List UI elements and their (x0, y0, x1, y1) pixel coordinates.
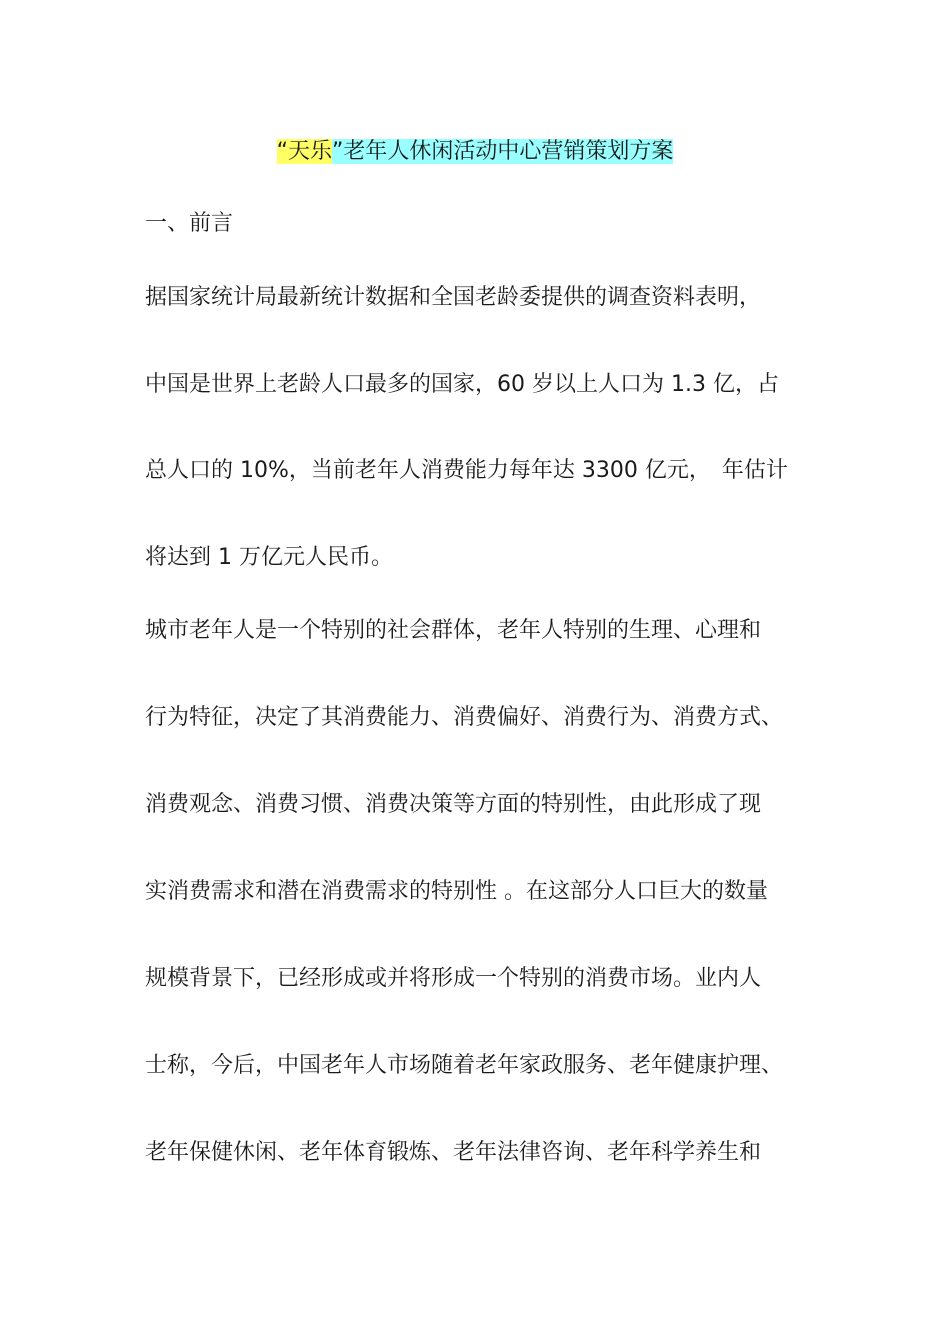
title-highlight-rest (332, 139, 673, 164)
title-close-quote: ” (332, 139, 344, 164)
section-heading: 一、前言 (145, 211, 234, 236)
document-title (0, 136, 950, 168)
body-line: 总人口的 10%，当前老年人消费能力每年达 3300 亿元， 年估计 (145, 458, 788, 483)
body-line: 将达到 1 万亿元人民币。 (145, 545, 393, 570)
body-line: 实消费需求和潜在消费需求的特别性 。在这部分人口巨大的数量 (145, 879, 768, 904)
body-line: 据国家统计局最新统计数据和全国老龄委提供的调查资料表明， (145, 285, 762, 310)
body-line: 规模背景下，已经形成或并将形成一个特别的消费市场。业内人 (145, 966, 762, 991)
body-line: 行为特征，决定了其消费能力、消费偏好、消费行为、消费方式、 (145, 705, 784, 730)
body-line: 城市老年人是一个特别的社会群体，老年人特别的生理、心理和 (145, 618, 762, 643)
body-line: 中国是世界上老龄人口最多的国家，60 岁以上人口为 1.3 亿，占 (145, 372, 779, 397)
body-line: 老年保健休闲、老年体育锻炼、老年法律咨询、老年科学养生和 (145, 1140, 762, 1165)
body-line: 消费观念、消费习惯、消费决策等方面的特别性，由此形成了现 (145, 792, 762, 817)
title-name: 天乐 (287, 139, 332, 164)
title-open-quote: “ (276, 139, 288, 164)
body-line: 士称，今后，中国老年人市场随着老年家政服务、老年健康护理、 (145, 1053, 784, 1078)
title-rest: 老年人休闲活动中心营销策划方案 (343, 139, 674, 164)
title-highlight-quote-name (277, 139, 332, 164)
